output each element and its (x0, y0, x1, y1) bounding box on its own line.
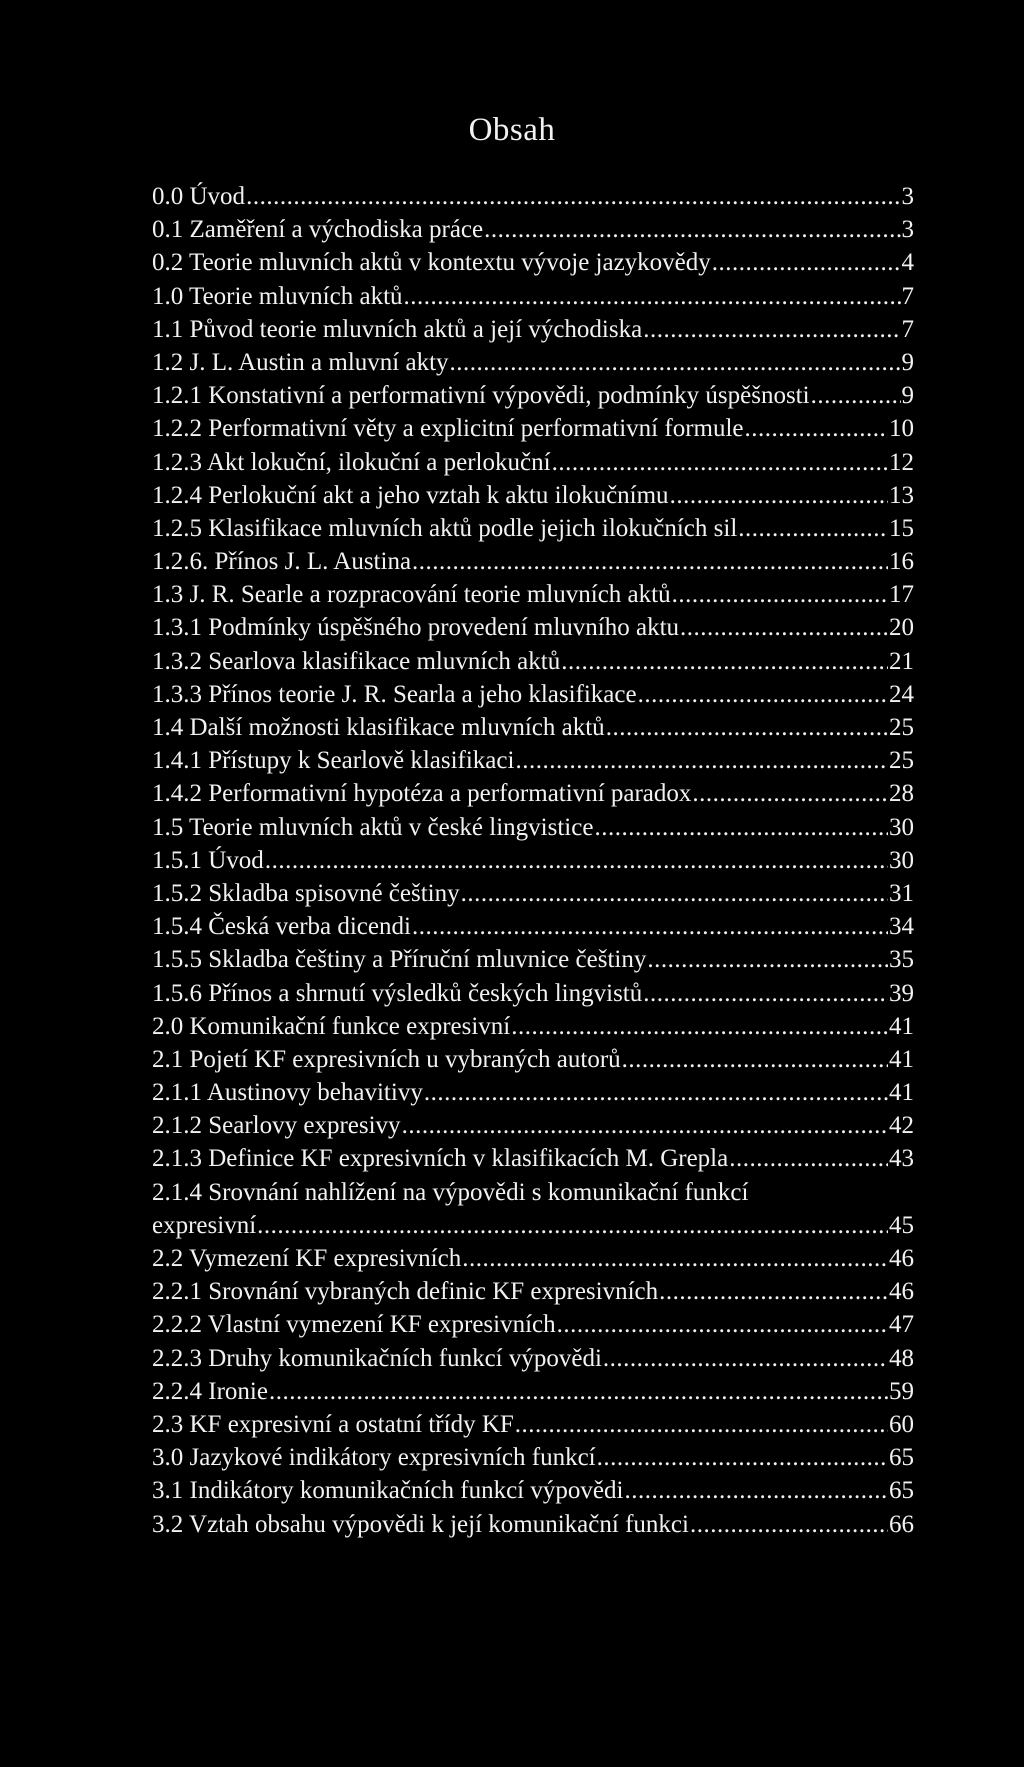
toc-entry (152, 910, 914, 943)
dot-leader (412, 545, 888, 578)
toc-entry-page: 30 (889, 813, 914, 841)
dot-leader (597, 1441, 888, 1474)
toc-entry-label: 1.5.2 Skladba spisovné češtiny (152, 879, 460, 907)
toc-entry-label: 2.2.3 Druhy komunikačních funkcí výpovědi (152, 1344, 602, 1372)
dot-leader (745, 412, 888, 445)
toc-entry (152, 811, 914, 844)
toc-entry-page: 48 (889, 1344, 914, 1372)
toc-entry-page: 15 (889, 514, 914, 542)
toc-entry-label: 0.0 Úvod (152, 183, 246, 210)
toc-entry (152, 412, 914, 445)
toc-entry (152, 977, 914, 1010)
toc-entry-label: 1.5.4 Česká verba dicendi (152, 913, 411, 941)
dot-leader (643, 313, 900, 346)
toc-entry-label: 1.3 J. R. Searle a rozpracování teorie mluvních aktů (152, 581, 671, 609)
toc-entry-label: 1.5.6 Přínos a shrnutí výsledků českých lingvistů (152, 979, 643, 1007)
dot-leader (647, 943, 888, 976)
toc-entry-page: 7 (901, 315, 914, 343)
toc-entry-label: 2.1.4 Srovnání nahlížení na výpovědi s komunikační funkcí (152, 1178, 749, 1206)
toc-entry-page: 17 (889, 581, 914, 609)
toc-entry (152, 1408, 914, 1441)
toc-entry (152, 1308, 914, 1341)
toc-entry (152, 1076, 914, 1109)
toc-entry (152, 877, 914, 910)
toc-entry-page: 65 (889, 1477, 914, 1505)
toc-entry-label: 1.2.4 Perlokuční akt a jeho vztah k aktu ilokučnímu (152, 481, 669, 509)
toc-entry-label: expresivní (152, 1211, 257, 1239)
toc-entry-label: 1.2 J. L. Austin a mluvní akty (152, 348, 449, 376)
dot-leader (712, 246, 901, 279)
toc-entry-page: 10 (889, 415, 914, 443)
toc-entry-page: 43 (889, 1145, 914, 1173)
dot-leader (269, 1375, 888, 1408)
toc-entry-label: 1.5 Teorie mluvních aktů v české lingvistice (152, 813, 594, 841)
toc-entry-page: 41 (889, 1079, 914, 1107)
toc-entry-page: 47 (889, 1311, 914, 1339)
toc-entry (152, 313, 914, 346)
toc-entry-page: 41 (889, 1012, 914, 1040)
toc-entry-label: 0.1 Zaměření a východiska práce (152, 216, 484, 244)
toc-entry (152, 1010, 914, 1043)
toc-entry-page: 4 (901, 249, 914, 277)
toc-entry-label: 1.3.1 Podmínky úspěšného provedení mluvního aktu (152, 614, 680, 642)
toc-entry (152, 943, 914, 976)
toc-entry-page: 42 (889, 1112, 914, 1140)
toc-entry-label: 1.5.5 Skladba češtiny a Příruční mluvnice češtiny (152, 946, 647, 974)
dot-leader (561, 645, 888, 678)
dot-leader (461, 877, 888, 910)
toc-entry-page: 39 (889, 979, 914, 1007)
toc-entry (152, 545, 914, 578)
toc-entry (152, 744, 914, 777)
toc-entry (152, 1242, 914, 1275)
toc-entry (152, 844, 914, 877)
dot-leader (265, 844, 888, 877)
toc-entry-page: 59 (889, 1377, 914, 1405)
toc-entry-label: 1.2.1 Konstativní a performativní výpovědi, podmínky úspěšnosti (152, 382, 810, 410)
toc-entry-page: 31 (889, 879, 914, 907)
toc-entry (152, 446, 914, 479)
dot-leader (690, 1508, 888, 1541)
toc-entry (152, 280, 914, 313)
toc-entry (152, 1209, 914, 1242)
dot-leader (424, 1076, 888, 1109)
toc-entry-page: 20 (889, 614, 914, 642)
toc-entry (152, 213, 914, 246)
toc-entry-page: 25 (889, 714, 914, 741)
toc-entry-label: 2.1.1 Austinovy behavitivy (152, 1079, 423, 1107)
dot-leader (729, 1142, 888, 1175)
toc-entry-label: 1.0 Teorie mluvních aktů (152, 282, 403, 310)
dot-leader (484, 213, 900, 246)
toc-entry-page: 3 (901, 183, 914, 210)
toc-entry-page: 30 (889, 846, 914, 874)
toc-entry (152, 678, 914, 711)
toc-entry (152, 1441, 914, 1474)
toc-entry-label: 2.1.3 Definice KF expresivních v klasifikacích M. Grepla (152, 1145, 729, 1173)
toc-entry (152, 346, 914, 379)
dot-leader (515, 744, 888, 777)
toc-entry (152, 246, 914, 279)
toc-entry (152, 180, 914, 213)
toc-entry-label: 1.2.6. Přínos J. L. Austina (152, 548, 412, 576)
dot-leader (404, 280, 901, 313)
dot-leader (811, 379, 901, 412)
toc-entry-label: 1.2.2 Performativní věty a explicitní performativní formule (152, 415, 744, 443)
toc-entry-page: 9 (901, 348, 914, 376)
toc-entry-label: 1.2.5 Klasifikace mluvních aktů podle jejich ilokučních sil (152, 514, 738, 542)
toc-entry (152, 1375, 914, 1408)
toc-entry-page: 46 (889, 1245, 914, 1272)
toc-entry-label: 2.2.1 Srovnání vybraných definic KF expresivních (152, 1278, 659, 1306)
toc-entry (152, 1043, 914, 1076)
toc-entry-page: 41 (889, 1045, 914, 1073)
toc-entry-label: 0.2 Teorie mluvních aktů v kontextu vývoje jazykovědy (152, 249, 711, 277)
toc-entry-label: 1.1 Původ teorie mluvních aktů a její východiska (152, 315, 643, 343)
dot-leader (622, 1043, 888, 1076)
dot-leader (450, 346, 901, 379)
toc-entry-page: 28 (889, 780, 914, 808)
toc-entry-page: 34 (889, 913, 914, 941)
toc-entry (152, 1109, 914, 1142)
toc-entry-label: 2.1 Pojetí KF expresivních u vybraných autorů (152, 1045, 621, 1073)
toc-entry (152, 1474, 914, 1507)
toc-entry-page: 45 (889, 1211, 914, 1239)
dot-leader (515, 1408, 888, 1441)
toc-entry-page: 35 (889, 946, 914, 974)
toc-entry (152, 479, 914, 512)
dot-leader (643, 977, 888, 1010)
toc-entry-page: 46 (889, 1278, 914, 1306)
dot-leader (594, 811, 888, 844)
toc-entry-line (152, 1176, 914, 1209)
toc-entry-page: 16 (889, 548, 914, 576)
toc-entry-page: 7 (901, 282, 914, 310)
toc-entry-label: 1.4.1 Přístupy k Searlově klasifikaci (152, 747, 515, 775)
dot-leader (603, 1342, 888, 1375)
toc-entry (152, 645, 914, 678)
dot-leader (680, 611, 888, 644)
toc-entry (152, 1508, 914, 1541)
toc-entry-page: 25 (889, 747, 914, 775)
page-title: Obsah (468, 112, 556, 148)
table-of-contents (152, 180, 914, 1541)
dot-leader (412, 910, 888, 943)
dot-leader (511, 1010, 888, 1043)
toc-entry-label: 2.0 Komunikační funkce expresivní (152, 1012, 511, 1040)
toc-entry-label: 2.3 KF expresivní a ostatní třídy KF (152, 1410, 514, 1438)
dot-leader (462, 1242, 888, 1275)
toc-entry-label: 2.2.4 Ironie (152, 1377, 268, 1405)
dot-leader (738, 512, 888, 545)
toc-entry (152, 777, 914, 810)
toc-entry-label: 3.0 Jazykové indikátory expresivních funkcí (152, 1444, 596, 1472)
dot-leader (402, 1109, 888, 1142)
toc-entry-page: 3 (901, 216, 914, 244)
toc-entry-label: 3.2 Vztah obsahu výpovědi k její komunikační funkci (152, 1510, 689, 1538)
toc-entry-page: 21 (889, 647, 914, 675)
toc-entry (152, 578, 914, 611)
dot-leader (624, 1474, 888, 1507)
dot-leader (659, 1275, 888, 1308)
toc-entry-label: 1.2.3 Akt lokuční, ilokuční a perlokuční (152, 448, 551, 476)
dot-leader (670, 479, 888, 512)
toc-entry-label: 3.1 Indikátory komunikačních funkcí výpovědi (152, 1477, 624, 1505)
dot-leader (557, 1308, 888, 1341)
toc-entry-label: 1.5.1 Úvod (152, 846, 264, 874)
toc-entry-page: 65 (889, 1444, 914, 1472)
toc-entry-page: 60 (889, 1410, 914, 1438)
toc-entry (152, 1142, 914, 1175)
toc-entry-label: 2.2.2 Vlastní vymezení KF expresivních (152, 1311, 556, 1339)
dot-leader (257, 1209, 888, 1242)
toc-entry-label: 2.1.2 Searlovy expresivy (152, 1112, 401, 1140)
toc-entry-label: 1.4 Další možnosti klasifikace mluvních aktů (152, 714, 605, 741)
toc-entry (152, 1342, 914, 1375)
toc-entry (152, 1275, 914, 1308)
toc-entry-page: 9 (901, 382, 914, 410)
toc-entry (152, 379, 914, 412)
toc-entry (152, 611, 914, 644)
toc-entry-label: 1.3.3 Přínos teorie J. R. Searla a jeho klasifikace (152, 680, 637, 708)
dot-leader (606, 711, 888, 744)
dot-leader (246, 180, 900, 213)
dot-leader (692, 777, 888, 810)
toc-entry-page: 66 (889, 1510, 914, 1538)
dot-leader (552, 446, 888, 479)
toc-entry-label: 1.3.2 Searlova klasifikace mluvních aktů (152, 647, 561, 675)
toc-entry-label: 1.4.2 Performativní hypotéza a performativní paradox (152, 780, 692, 808)
dot-leader (672, 578, 888, 611)
toc-entry-page: 13 (889, 481, 914, 509)
toc-entry-page: 12 (889, 448, 914, 476)
toc-entry-page: 24 (889, 680, 914, 708)
toc-entry (152, 512, 914, 545)
toc-entry-label: 2.2 Vymezení KF expresivních (152, 1245, 462, 1272)
toc-entry (152, 711, 914, 744)
dot-leader (638, 678, 888, 711)
